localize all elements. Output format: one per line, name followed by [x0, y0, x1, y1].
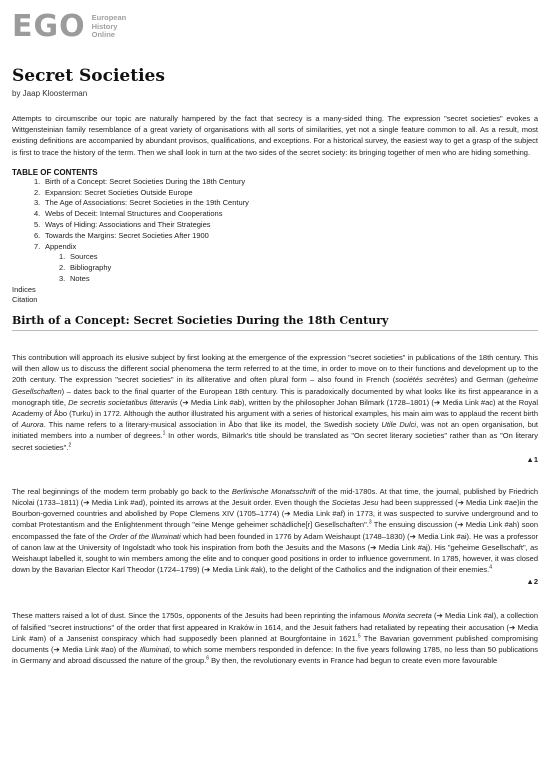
text-run: The Bavarian government published compromising documents (➔ Media Link #ao) of the — [12, 633, 538, 655]
toc-item-number: 7. — [34, 241, 41, 251]
toc-item-number: 6. — [34, 230, 41, 240]
text-run: . This name refers to a literary-musical association in Åbo that like its model, the Swedish society — [43, 420, 382, 430]
text-run: The real beginnings of the modern term probably go back to the — [12, 486, 232, 496]
text-run: , was not an open organisation, but initiated members into a number of degrees. — [12, 420, 539, 441]
toc-item-label: The Age of Associations: Secret Societies in the 19th Century — [45, 198, 249, 208]
text-run: , to which some members responded in defence: In the five years following 1785, no less than 50 publications in Germany and abroad discussed the nature of the group. — [12, 645, 538, 666]
site-logo[interactable] — [12, 10, 538, 44]
italic-title: Monita secreta — [382, 611, 432, 621]
toc-subitem-number: 2. — [59, 263, 66, 273]
toc-item-number: 4. — [34, 209, 41, 219]
toc-heading: TABLE OF CONTENTS — [12, 167, 98, 177]
text-run: These matters raised a lot of dust. Since the 1750s, opponents of the Jesuits had been reprinting the infamous — [12, 611, 383, 621]
logo-line-2: History — [91, 21, 118, 31]
toc-item-label: Expansion: Secret Societies Outside Europe — [45, 187, 193, 197]
logo-mark: EGO — [12, 9, 86, 44]
toc-list — [34, 177, 538, 285]
toc-item[interactable] — [34, 198, 538, 209]
footnote-ref[interactable]: 1 — [162, 430, 166, 437]
toc-item-label: Ways of Hiding: Associations and Their Strategies — [45, 220, 211, 229]
logo-subtitle — [92, 14, 127, 40]
footnote-ref[interactable]: 2 — [68, 442, 72, 449]
toc-sublist — [59, 252, 538, 284]
body-paragraph-1 — [12, 352, 538, 453]
toc-subitem-number: 1. — [59, 252, 66, 262]
footnote-ref[interactable]: 4 — [489, 564, 493, 571]
body-paragraph-2 — [12, 486, 538, 576]
text-run: This contribution will approach its elusive subject by first looking at the emergence of the expression "secret societies" in publications of the 18th century. This will then allow us to discuss the different social phenomena the term referred to at the time, in order to move on to their functions and development up to the 20th century. The expression "secret societies" in its alliterative and often plural form – also found in French ( — [12, 352, 538, 385]
logo-line-1: European — [91, 13, 127, 23]
footnote-ref[interactable]: 3 — [368, 519, 372, 526]
paragraph-anchor[interactable]: ▲1 — [526, 454, 538, 464]
text-run: In other words, Bilmark's title should be translated as "On secret literary societies" rather than as "On literary secret societies". — [12, 431, 538, 452]
toc-subitem[interactable] — [59, 252, 538, 263]
abstract-paragraph: Attempts to circumscribe our topic are naturally hampered by the fact that secrecy is a many-sided thing. The expression "secret societies" evokes a Wittgensteinian family resemblance of a great variety of organisations with all sorts of similarities, yet not a single feature common to all. As a result, most existing definitions are accompanied by abundant provisos, qualifications, and exceptions. For a historical survey, the easiest way to get a grasp of the subject is first to trace the history of the term. Then we shall look in turn at the two sides of the secret society: its bringing together of men who are hiding something. — [12, 114, 538, 157]
text-run: By then, the revolutionary events in France had begun to create even more favourable — [209, 656, 498, 666]
section-heading: Birth of a Concept: Secret Societies During the 18th Century — [12, 314, 538, 331]
italic-term: sociétés secrètes — [395, 375, 455, 385]
italic-term: Aurora — [21, 420, 44, 430]
toc-subitem-label: Sources — [70, 252, 98, 262]
text-run: (➔ Media Link #al), a collection of falsified "secret instructions" of the order that first appeared in Kraków in 1614, and the Jesuit fathers had retaliated by repeating their accusation (➔ Media Link #am) of a Jansenist conspiracy which had supposedly been planned at Bourgfontaine in 1621. — [12, 611, 538, 643]
citation-link[interactable]: Citation — [12, 295, 38, 305]
toc-item-label: Birth of a Concept: Secret Societies During the 18th Century — [45, 176, 246, 186]
article-page — [12, 10, 538, 666]
toc-item-number: 5. — [34, 220, 41, 229]
text-run: of the mid-1780s. At that time, the journal, published by Friedrich Nicolai (1733–1811) (➔ Media Link #ad), pointed its arrows at the Jesuit order. Even though the — [12, 486, 538, 507]
text-run: (➔ Media Link #ab), written by the philosopher Johan Bilmark (1728–1801) (➔ Media Link #ac) at the Royal Academy of Åbo (Turku) in 1772. Although the author illustrated his argument with a series of historical examples, his main aim was to applaud the recent birth of — [12, 397, 538, 430]
toc-item[interactable] — [34, 231, 538, 242]
toc-subitem[interactable] — [59, 274, 538, 285]
toc-item-label: Towards the Margins: Secret Societies After 1900 — [45, 230, 209, 240]
toc-item-number: 1. — [34, 176, 41, 186]
paragraph-anchor[interactable]: ▲2 — [526, 577, 538, 587]
footnote-ref[interactable]: 5 — [357, 633, 361, 640]
toc-item[interactable] — [34, 209, 538, 220]
italic-title: Berlinische Monatsschrift — [231, 486, 316, 496]
indices-link[interactable]: Indices — [12, 284, 36, 294]
toc-subitem-label: Notes — [70, 273, 90, 283]
body-paragraph-3 — [12, 610, 538, 666]
toc-item[interactable] — [34, 188, 538, 199]
author-byline: by Jaap Kloosterman — [12, 89, 88, 98]
toc-subitem[interactable] — [59, 263, 538, 274]
toc-item[interactable] — [34, 242, 538, 285]
italic-title: De secretis societatibus litterariis — [68, 397, 178, 407]
italic-term: Illuminati — [139, 645, 170, 655]
toc-item[interactable] — [34, 177, 538, 188]
toc-item[interactable] — [34, 220, 538, 231]
toc-subitem-label: Bibliography — [70, 263, 112, 273]
footnote-ref[interactable]: 6 — [206, 655, 210, 662]
text-run: had been suppressed (➔ Media Link #ae)in the Bourbon-governed countries and abolished by Pope Clemens XIV (1705–1774) (➔ Media Link #af) in 1773, it was suspected to survive underground and to combat Protestantism and the Enlightenment through "eine Menge geheimer schädliche[r] Gesellschaften". — [12, 498, 538, 530]
italic-term: Societas Jesu — [331, 498, 379, 507]
logo-line-3: Online — [91, 30, 115, 40]
toc-item-label: Webs of Deceit: Internal Structures and Cooperations — [45, 209, 223, 219]
toc-item-number: 3. — [34, 198, 41, 208]
toc-item-number: 2. — [34, 187, 41, 197]
italic-term: Utile Dulci — [381, 420, 417, 430]
toc-subitem-number: 3. — [59, 273, 66, 283]
text-run: ) and German ( — [454, 375, 510, 385]
italic-term: Order of the Illuminati — [108, 531, 181, 541]
toc-item-label: Appendix — [45, 241, 77, 251]
text-run: ) – dates back to the final quarter of the European 18th century. This is paradoxically documented by what looks like its first appearance in a monograph title, — [12, 386, 538, 407]
page-title: Secret Societies — [12, 66, 165, 86]
text-run: which had been founded in 1776 by Adam Weishaupt (1748–1830) (➔ Media Link #ai). He was a professor of canon law at the University of Ingolstadt who took his inspiration from both the Jesuits and the Masons (➔ Media Link #aj). His "geheime Gesellschaft", as Weishaupt labelled it, sought to win members among the elite and to conquer good positions in order to influence government. In 1785, however, it was closed down by the Bavarian Elector Karl Theodor (1724–1799) (➔ Media Link #ak), to the delight of the Catholics and the indignation of their enemies. — [12, 531, 538, 575]
italic-term: geheime Gesellschaften — [12, 375, 538, 396]
text-run: The ensuing discussion (➔ Media Link #ah) soon encompassed the fate of the — [12, 520, 538, 541]
